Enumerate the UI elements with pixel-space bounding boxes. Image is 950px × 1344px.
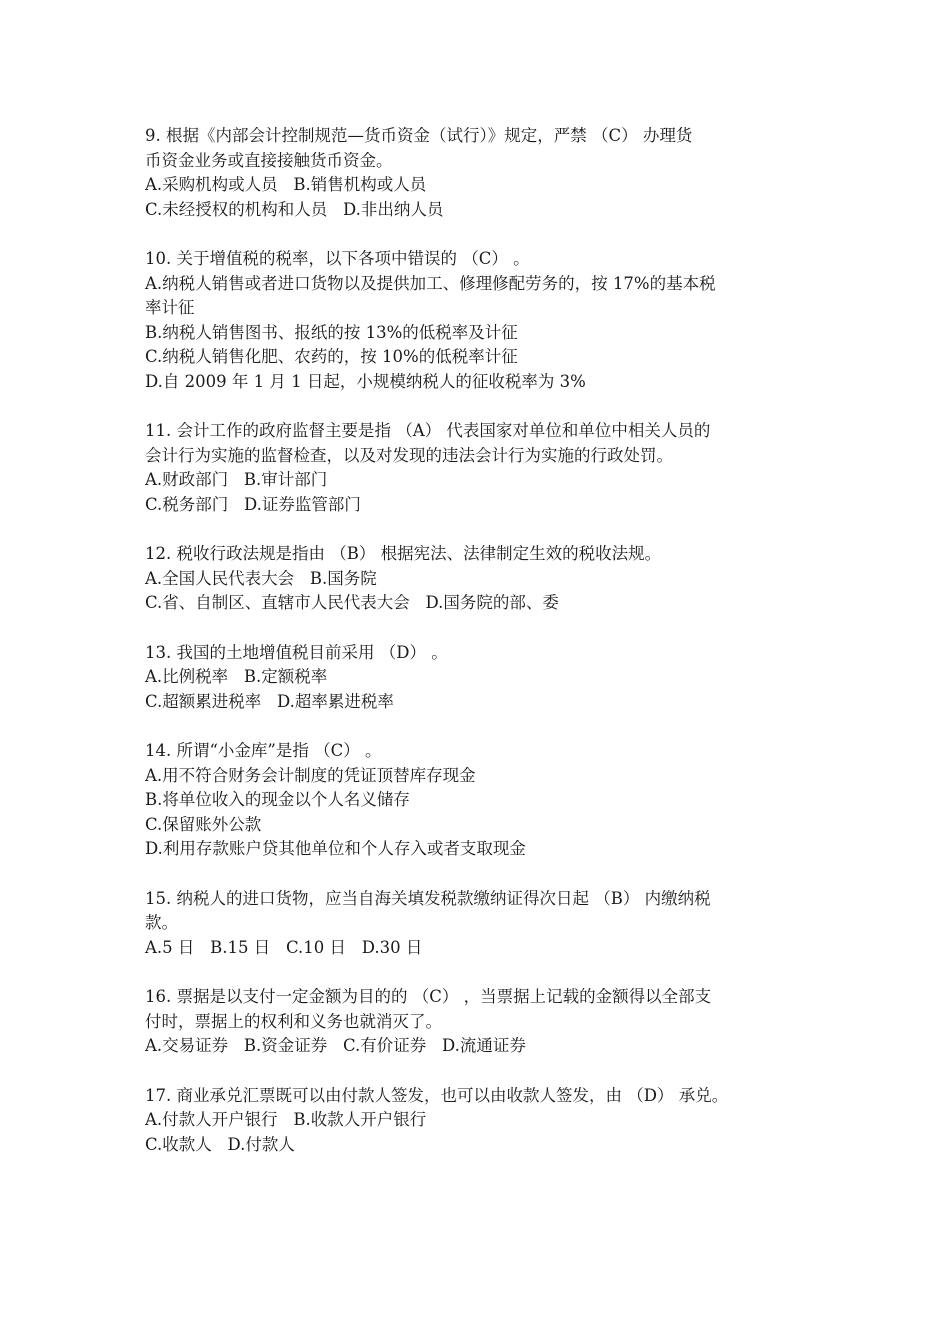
answer-option: B.纳税人销售图书、报纸的按 13%的低税率及计征 [145, 322, 518, 342]
answer-options: A.财政部门 B.审计部门 [145, 470, 328, 489]
question-15 [145, 887, 835, 961]
question-text: 17. 商业承兑汇票既可以由付款人签发，也可以由收款人签发，由 （D） 承兑。 [145, 1085, 729, 1105]
question-text: 9. 根据《内部会计控制规范—货币资金（试行）》规定，严禁 （C） 办理货 [145, 126, 693, 145]
question-13 [145, 641, 835, 715]
question-text: 12. 税收行政法规是指由 （B） 根据宪法、法律制定生效的税收法规。 [145, 544, 662, 563]
question-text: 会计行为实施的监督检查，以及对发现的违法会计行为实施的行政处罚。 [145, 445, 673, 465]
question-11 [145, 419, 835, 517]
answer-options: C.省、自制区、直辖市人民代表大会 D.国务院的部、委 [145, 593, 559, 612]
question-16 [145, 985, 835, 1059]
answer-options: A.采购机构或人员 B.销售机构或人员 [145, 175, 427, 194]
answer-options: A.全国人民代表大会 B.国务院 [145, 568, 377, 588]
question-10 [145, 247, 835, 394]
answer-options: C.税务部门 D.证券监管部门 [145, 494, 361, 514]
answer-option: C.纳税人销售化肥、农药的，按 10%的低税率计征 [145, 347, 518, 366]
document-page [145, 124, 835, 1182]
question-text: 14. 所谓“小金库”是指 （C） 。 [145, 741, 382, 760]
question-text: 10. 关于增值税的税率，以下各项中错误的 （C） 。 [145, 249, 530, 268]
question-text: 币资金业务或直接接触货币资金。 [145, 150, 393, 170]
question-text: 15. 纳税人的进口货物，应当自海关填发税款缴纳证得次日起 （B） 内缴纳税 [145, 888, 711, 908]
question-text: 11. 会计工作的政府监督主要是指 （A） 代表国家对单位和单位中相关人员的 [145, 421, 711, 440]
answer-options: A.交易证券 B.资金证券 C.有价证券 D.流通证券 [145, 1036, 526, 1055]
answer-options: C.超额累进税率 D.超率累进税率 [145, 691, 394, 711]
answer-options: A.5 日 B.15 日 C.10 日 D.30 日 [145, 937, 423, 957]
answer-option: D.利用存款账户贷其他单位和个人存入或者支取现金 [145, 839, 526, 858]
answer-option: A.纳税人销售或者进口货物以及提供加工、修理修配劳务的，按 17%的基本税 [145, 273, 716, 293]
question-text: 款。 [145, 913, 178, 932]
answer-option: C.保留账外公款 [145, 814, 262, 834]
answer-option: A.用不符合财务会计制度的凭证顶替库存现金 [145, 765, 476, 785]
question-text: 13. 我国的土地增值税目前采用 （D） 。 [145, 642, 448, 662]
question-17 [145, 1084, 835, 1158]
question-14 [145, 739, 835, 862]
question-text: 付时，票据上的权利和义务也就消灭了。 [145, 1011, 442, 1031]
answer-option: B.将单位收入的现金以个人名义储存 [145, 790, 410, 809]
answer-options: A.比例税率 B.定额税率 [145, 667, 328, 686]
question-9 [145, 124, 835, 222]
answer-options: C.未经授权的机构和人员 D.非出纳人员 [145, 199, 444, 219]
question-12 [145, 542, 835, 616]
question-text: 16. 票据是以支付一定金额为目的的 （C） ，当票据上记载的金额得以全部支 [145, 987, 712, 1006]
answer-options: A.付款人开户银行 B.收款人开户银行 [145, 1110, 427, 1129]
answer-options: C.收款人 D.付款人 [145, 1134, 295, 1154]
answer-option: D.自 2009 年 1 月 1 日起，小规模纳税人的征收税率为 3% [145, 371, 586, 391]
answer-option: 率计征 [145, 298, 195, 317]
